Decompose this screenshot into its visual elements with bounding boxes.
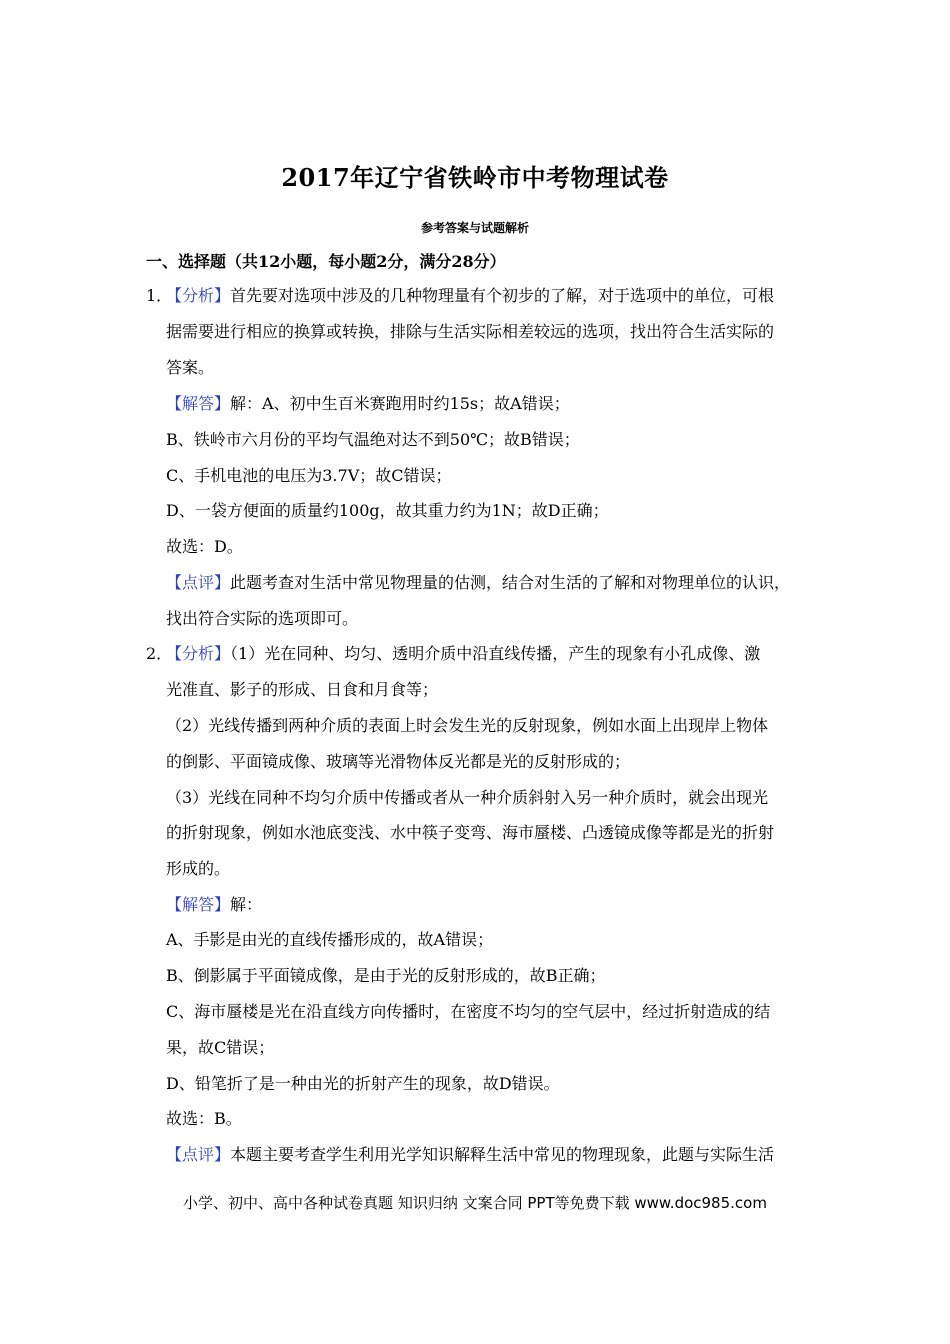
q2-analysis-line-3: （2）光线传播到两种介质的表面上时会发生光的反射现象，例如水面上出现岸上物体 [166,716,769,735]
q2-comment-line-1 [166,1145,774,1165]
q2-analysis-line-4: 的倒影、平面镜成像、玻璃等光滑物体反光都是光的反射形成的； [166,752,631,771]
q1-option-d: D、一袋方便面的质量约100g，故其重力约为1N；故D正确； [166,501,609,520]
q2-option-c-line-2: 果，故C错误； [166,1038,275,1057]
q2-option-a: A、手影是由光的直线传播形成的，故A错误； [166,930,494,949]
q2-answer-line-1 [166,895,262,915]
q2-analysis-line-5: （3）光线在同种不均匀介质中传播或者从一种介质斜射入另一种介质时，就会出现光 [166,788,769,807]
q2-analysis-line-2: 光准直、影子的形成、日食和月食等； [166,680,439,699]
q1-comment-line-2: 找出符合实际的选项即可。 [166,609,359,628]
q2-analysis-tag: 【分析】 [166,644,231,663]
q1-option-c: C、手机电池的电压为3.7V；故C错误； [166,466,452,485]
q2-option-d: D、铅笔折了是一种由光的折射产生的现象，故D错误。 [166,1074,560,1093]
q1-analysis-line-1 [166,286,774,306]
q2-analysis-line-7: 形成的。 [166,859,231,878]
page-footer: 小学、初中、高中各种试卷真题 知识归纳 文案合同 PPT等免费下载 www.doc985.com [183,1194,767,1212]
q2-analysis-line-1 [166,644,760,664]
q2-answer-text-1: 解： [230,895,263,914]
q1-analysis-text-1: 首先要对选项中涉及的几种物理量有个初步的了解，对于选项中的单位，可根 [230,286,775,305]
section-heading: 一、选择题（共12小题，每小题2分，满分28分） [146,252,506,271]
q2-comment-tag: 【点评】 [166,1145,231,1164]
q2-answer-tag: 【解答】 [166,895,231,914]
q2-analysis-text-1: （1）光在同种、均匀、透明介质中沿直线传播，产生的现象有小孔成像、激 [230,644,761,663]
q2-analysis-line-6: 的折射现象，例如水池底变浅、水中筷子变弯、海市蜃楼、凸透镜成像等都是光的折射 [166,823,775,842]
q2-option-b: B、倒影属于平面镜成像，是由于光的反射形成的，故B正确； [166,966,606,985]
q1-answer-tag: 【解答】 [166,394,231,413]
page-subtitle: 参考答案与试题解析 [420,221,529,235]
q1-number: 1． [146,286,173,305]
q2-comment-text-1: 本题主要考查学生利用光学知识解释生活中常见的物理现象，此题与实际生活 [230,1145,775,1164]
q2-option-c-line-1: C、海市蜃楼是光在沿直线方向传播时，在密度不均匀的空气层中，经过折射造成的结 [166,1002,771,1021]
q1-analysis-line-2: 据需要进行相应的换算或转换，排除与生活实际相差较远的选项，找出符合生活实际的 [166,322,775,341]
q1-answer-line-1 [166,394,570,414]
q1-comment-tag: 【点评】 [166,573,231,592]
q2-number: 2． [146,644,173,663]
q1-option-b: B、铁岭市六月份的平均气温绝对达不到50℃；故B错误； [166,430,580,449]
page-title: 2017年辽宁省铁岭市中考物理试卷 [281,163,669,192]
q2-selection: 故选：B。 [166,1109,242,1128]
q1-analysis-tag: 【分析】 [166,286,231,305]
q1-analysis-line-3: 答案。 [166,358,215,377]
q1-comment-line-1 [166,573,790,593]
q1-selection: 故选：D。 [166,537,243,556]
q1-answer-text-1: 解：A、初中生百米赛跑用时约15s；故A错误； [230,394,570,413]
q1-comment-text-1: 此题考查对生活中常见物理量的估测，结合对生活的了解和对物理单位的认识， [230,573,791,592]
